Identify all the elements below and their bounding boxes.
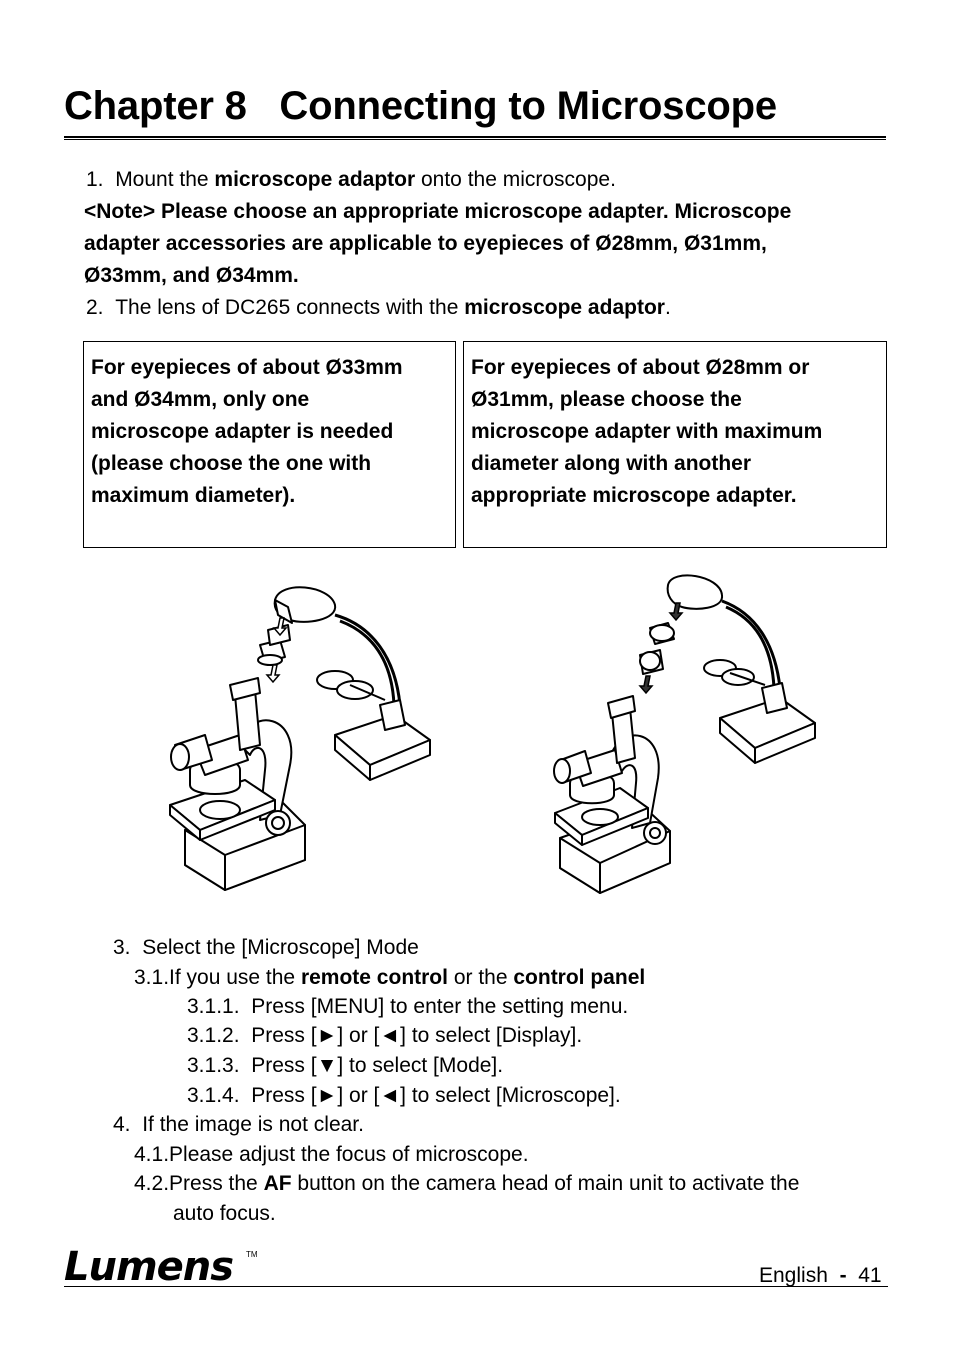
microscope-single-adapter-illustration: [130, 575, 450, 905]
step-3-1-1: [187, 991, 628, 1023]
step-3-1-4-text: Press [►] or [◄] to select [Microscope].: [251, 1084, 621, 1107]
info-box-right: [463, 341, 887, 548]
step-3-1-4: [187, 1080, 621, 1112]
info-box-right-line: appropriate microscope adapter.: [471, 484, 797, 507]
step-3-1-text-mid: or the: [447, 966, 514, 989]
trademark-mark: TM: [246, 1250, 258, 1259]
step-3-1-text-pre: If you use the: [169, 966, 301, 989]
step-3-1-2: [187, 1020, 582, 1052]
step-3-1: [134, 962, 645, 994]
step-4-1-text: Please adjust the focus of microscope.: [169, 1143, 529, 1166]
step-3: [113, 932, 419, 964]
step-3-1-3-number: 3.1.3.: [187, 1054, 240, 1077]
note-line-1: <Note> Please choose an appropriate microscope adapter. Microscope: [84, 200, 792, 223]
info-box-left-line: For eyepieces of about Ø33mm: [91, 356, 403, 379]
step-2-number: 2.: [86, 296, 104, 319]
title-divider: [64, 136, 886, 140]
info-box-right-line: microscope adapter with maximum: [471, 420, 823, 443]
step-2-text-pre: The lens of DC265 connects with the: [115, 296, 465, 319]
chapter-title: Chapter 8 Connecting to Microscope: [64, 84, 777, 128]
footer-separator: -: [839, 1264, 847, 1287]
note-line-2: adapter accessories are applicable to eyepieces of Ø28mm, Ø31mm,: [84, 232, 767, 255]
step-3-1-2-text: Press [►] or [◄] to select [Display].: [251, 1024, 583, 1047]
step-3-1-3: [187, 1050, 503, 1082]
step-2-text-bold: microscope adaptor: [464, 296, 665, 319]
info-box-right-line: diameter along with another: [471, 452, 752, 475]
microscope-double-adapter-illustration: [550, 573, 840, 903]
step-2: [86, 292, 671, 324]
info-box-left-line: and Ø34mm, only one: [91, 388, 310, 411]
step-4-2-text-post: button on the camera head of main unit to activate the: [291, 1172, 800, 1195]
info-box-left-line: (please choose the one with: [91, 452, 372, 475]
step-3-text: Select the [Microscope] Mode: [142, 936, 419, 959]
step-4-1-number: 4.1.: [134, 1143, 170, 1166]
info-box-right-line: For eyepieces of about Ø28mm or: [471, 356, 810, 379]
step-1-text-bold: microscope adaptor: [214, 168, 416, 191]
step-3-1-4-number: 3.1.4.: [187, 1084, 240, 1107]
step-1-text-post: onto the microscope.: [415, 168, 616, 191]
step-4: [113, 1109, 364, 1141]
info-box-left-line: maximum diameter).: [91, 484, 296, 507]
info-box-left: [83, 341, 456, 548]
step-4-2-text-pre: Press the: [169, 1172, 264, 1195]
footer-divider: [64, 1286, 888, 1287]
info-box-left-line: microscope adapter is needed: [91, 420, 394, 443]
step-3-1-3-text: Press [▼] to select [Mode].: [251, 1054, 504, 1077]
step-3-1-number: 3.1.: [134, 966, 170, 989]
step-4-2-continuation: auto focus.: [173, 1202, 276, 1225]
info-box-right-line: Ø31mm, please choose the: [471, 388, 742, 411]
footer-page-number: 41: [858, 1264, 882, 1287]
step-4-text: If the image is not clear.: [142, 1113, 364, 1136]
step-1: [86, 164, 616, 196]
step-2-text-post: .: [664, 296, 671, 319]
step-4-2: [134, 1168, 799, 1200]
footer-language: English: [759, 1264, 828, 1287]
step-3-number: 3.: [113, 936, 131, 959]
footer-page-label: [759, 1260, 882, 1292]
step-3-1-2-number: 3.1.2.: [187, 1024, 240, 1047]
step-3-1-1-number: 3.1.1.: [187, 995, 240, 1018]
step-4-2-bold: AF: [263, 1172, 292, 1195]
step-4-1: [134, 1139, 529, 1171]
step-4-number: 4.: [113, 1113, 131, 1136]
step-3-1-bold-1: remote control: [300, 966, 448, 989]
note-line-3: Ø33mm, and Ø34mm.: [84, 264, 299, 287]
step-3-1-1-text: Press [MENU] to enter the setting menu.: [251, 995, 629, 1018]
step-1-text-pre: Mount the: [115, 168, 215, 191]
step-3-1-bold-2: control panel: [513, 966, 646, 989]
lumens-logo: Lumens: [64, 1244, 234, 1290]
step-1-number: 1.: [86, 168, 104, 191]
step-4-2-number: 4.2.: [134, 1172, 170, 1195]
